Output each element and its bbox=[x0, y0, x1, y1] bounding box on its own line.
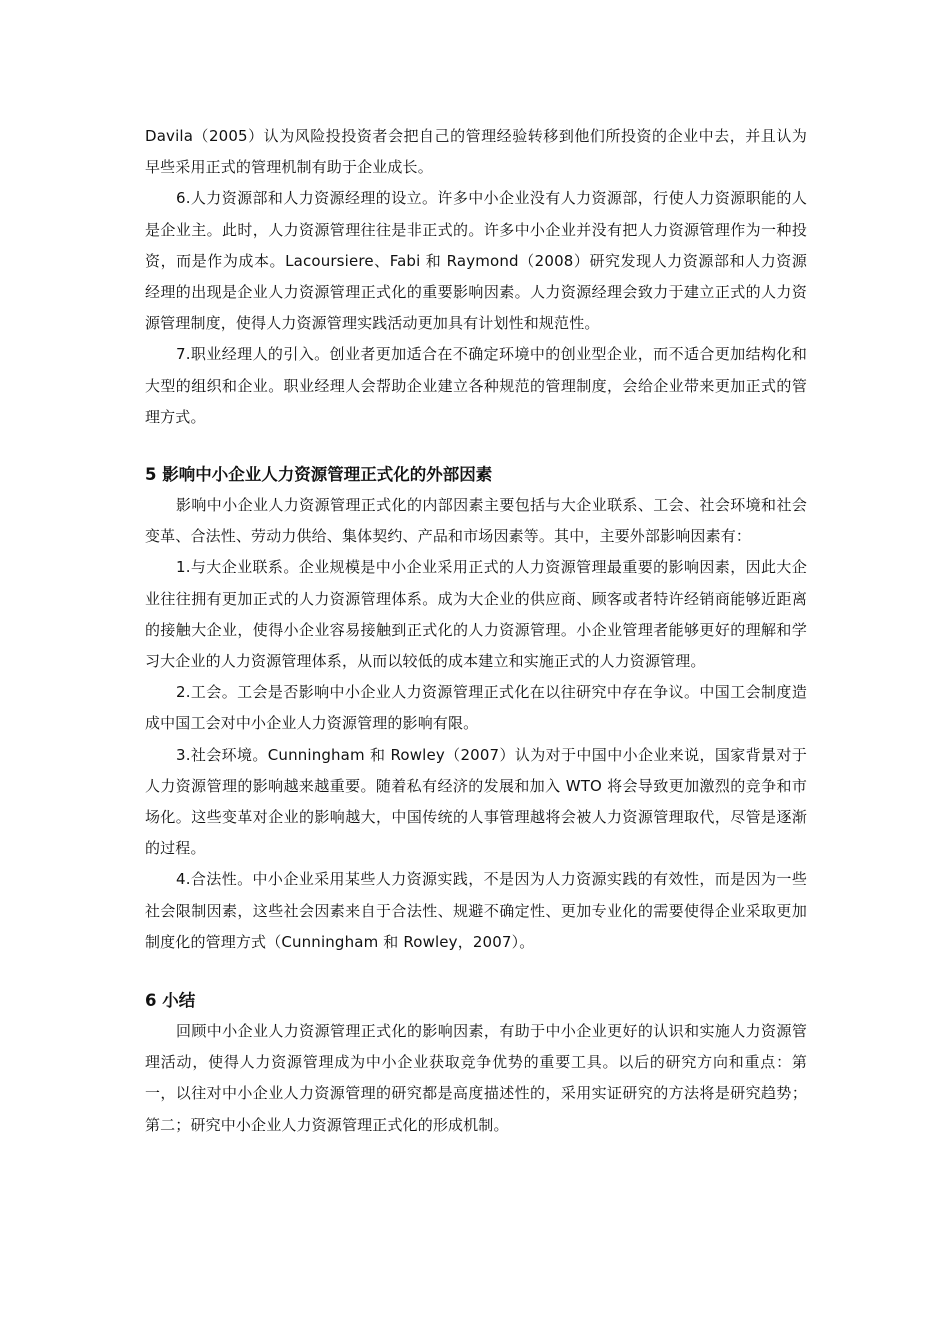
paragraph-social-environment: 3.社会环境。Cunningham 和 Rowley（2007）认为对于中国中小企业来说，国家背景对于人力资源管理的影响越来越重要。随着私有经济的发展和加入 WTO 将会导致更加激烈的竞争和市场化。这些变革对企业的影响越大，中国传统的人事管理越将会被人力资源管理取代，尽管是逐渐的过程。 bbox=[145, 745, 807, 858]
paragraph-davila: Davila（2005）认为风险投投资者会把自己的管理经验转移到他们所投资的企业中去，并且认为早些采用正式的管理机制有助于企业成长。 bbox=[145, 127, 807, 177]
section-heading-summary: 6 小结 bbox=[145, 991, 196, 1011]
paragraph-summary: 回顾中小企业人力资源管理正式化的影响因素，有助于中小企业更好的认识和实施人力资源管理活动，使得人力资源管理成为中小企业获取竞争优势的重要工具。以后的研究方向和重点：第一，以往对中小企业人力资源管理的研究都是高度描述性的，采用实证研究的方法将是研究趋势；第二；研究中小企业人力资源管理正式化的形成机制。 bbox=[145, 1022, 807, 1134]
paragraph-hr-department: 6.人力资源部和人力资源经理的设立。许多中小企业没有人力资源部，行使人力资源职能的人是企业主。此时，人力资源管理往往是非正式的。许多中小企业并没有把人力资源管理作为一种投资，而是作为成本。Lacoursiere、Fabi 和 Raymond（2008）研究发现人力资源部和人力资源经理的出现是企业人力资源管理正式化的重要影响因素。人力资源经理会致力于建立正式的人力资源管理制度，使得人力资源管理实践活动更加具有计划性和规范性。 bbox=[145, 189, 807, 333]
section-heading-external-factors: 5 影响中小企业人力资源管理正式化的外部因素 bbox=[145, 465, 493, 485]
paragraph-large-enterprise: 1.与大企业联系。企业规模是中小企业采用正式的人力资源管理最重要的影响因素，因此大企业往往拥有更加正式的人力资源管理体系。成为大企业的供应商、顾客或者特许经销商能够近距离的接触大企业，使得小企业容易接触到正式化的人力资源管理。小企业管理者能够更好的理解和学习大企业的人力资源管理体系，从而以较低的成本建立和实施正式的人力资源管理。 bbox=[145, 558, 807, 671]
paragraph-legitimacy: 4.合法性。中小企业采用某些人力资源实践，不是因为人力资源实践的有效性，而是因为一些社会限制因素，这些社会因素来自于合法性、规避不确定性、更加专业化的需要使得企业采取更加制度化的管理方式（Cunningham 和 Rowley，2007）。 bbox=[145, 870, 807, 951]
paragraph-professional-manager: 7.职业经理人的引入。创业者更加适合在不确定环境中的创业型企业，而不适合更加结构化和大型的组织和企业。职业经理人会帮助企业建立各种规范的管理制度，会给企业带来更加正式的管理方式。 bbox=[145, 345, 807, 426]
paragraph-external-intro: 影响中小企业人力资源管理正式化的内部因素主要包括与大企业联系、工会、社会环境和社会变革、合法性、劳动力供给、集体契约、产品和市场因素等。其中，主要外部影响因素有： bbox=[145, 496, 807, 546]
document-page bbox=[145, 121, 807, 1141]
paragraph-union: 2.工会。工会是否影响中小企业人力资源管理正式化在以往研究中存在争议。中国工会制度造成中国工会对中小企业人力资源管理的影响有限。 bbox=[145, 683, 807, 733]
